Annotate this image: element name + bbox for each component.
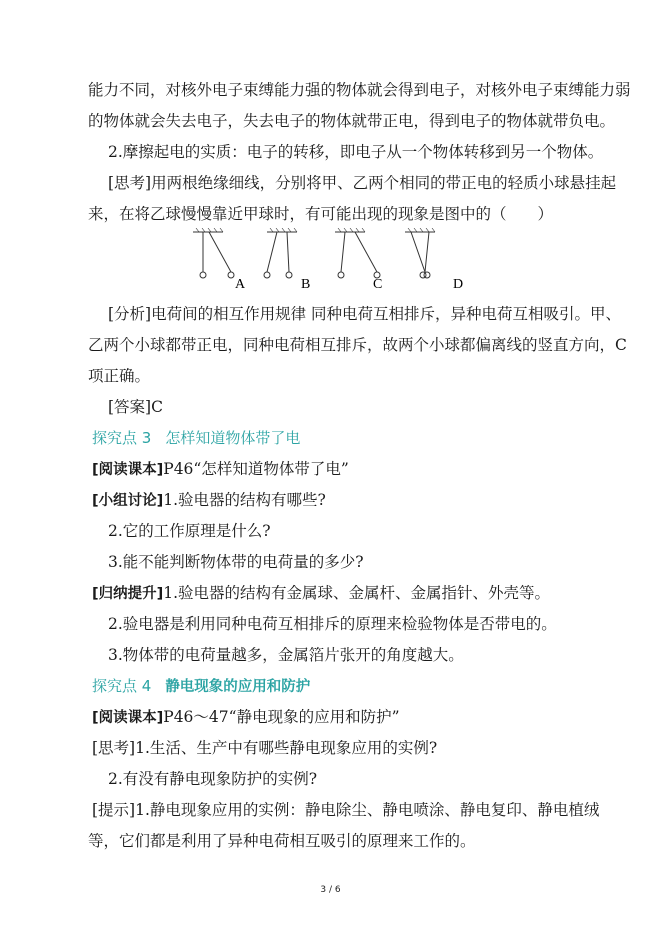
reading-text: P46“怎样知道物体带了电” (163, 460, 349, 478)
discuss-q3: 3.能不能判断物体带的电荷量的多少? (108, 553, 364, 571)
reading-text: P46～47“静电现象的应用和防护” (163, 708, 400, 726)
discuss-q2: 2.它的工作原理是什么? (108, 522, 271, 540)
summary-a3: 3.物体带的电荷量越多，金属箔片张开的角度越大。 (108, 646, 464, 664)
text-line: 能力不同，对核外电子束缚能力强的物体就会得到电子，对核外电子束缚能力弱 (88, 81, 631, 99)
reading-tag: [阅读课本] (92, 710, 164, 726)
section-number: 探究点 4 (92, 677, 152, 695)
text-line: 2.摩擦起电的实质：电子的转移，即电子从一个物体转移到另一个物体。 (108, 143, 604, 161)
page-number: 3 / 6 (320, 885, 341, 895)
summary-line (92, 583, 550, 604)
text-line: 项正确。 (88, 367, 151, 385)
option-label-c: C (373, 277, 383, 292)
section-heading-4 (92, 676, 310, 697)
hint-line: [提示]1.静电现象应用的实例：静电除尘、静电喷涂、静电复印、静电植绒 (92, 801, 600, 819)
text-line: 来，在将乙球慢慢靠近甲球时，有可能出现的现象是图中的（ ） (88, 205, 554, 223)
section-title: 静电现象的应用和防护 (165, 679, 311, 695)
think-q1: [思考]1.生活、生产中有哪些静电现象应用的实例? (92, 739, 438, 757)
answer-line: [答案]C (108, 398, 163, 416)
discuss-line (92, 490, 326, 511)
reading-line (92, 707, 400, 728)
think-q2: 2.有没有静电现象防护的实例? (108, 770, 318, 788)
section-number: 探究点 3 (92, 429, 152, 447)
pendulum-figure (193, 228, 483, 294)
hint-line-cont: 等，它们都是利用了异种电荷相互吸引的原理来工作的。 (88, 832, 476, 850)
discuss-q1: 1.验电器的结构有哪些? (163, 491, 326, 509)
summary-a1: 1.验电器的结构有金属球、金属杆、金属指针、外壳等。 (163, 584, 551, 602)
text-line: 的物体就会失去电子，失去电子的物体就带正电，得到电子的物体就带负电。 (88, 112, 616, 130)
discuss-tag: [小组讨论] (92, 493, 164, 509)
summary-tag: [归纳提升] (92, 586, 164, 602)
summary-a2: 2.验电器是利用同种电荷互相排斥的原理来检验物体是否带电的。 (108, 615, 557, 633)
analysis-line: [分析]电荷间的相互作用规律 同种电荷互相排斥，异种电荷互相吸引。甲、 (108, 305, 622, 323)
text-line: 乙两个小球都带正电，同种电荷相互排斥，故两个小球都偏离线的竖直方向，C (88, 336, 627, 354)
option-label-a: A (235, 277, 246, 292)
think-question: [思考]用两根绝缘细线，分别将甲、乙两个相同的带正电的轻质小球悬挂起 (108, 174, 617, 192)
option-label-b: B (301, 277, 311, 292)
option-label-d: D (453, 277, 464, 292)
section-heading-3 (92, 428, 300, 448)
reading-line (92, 459, 349, 480)
section-title: 怎样知道物体带了电 (165, 429, 301, 447)
reading-tag: [阅读课本] (92, 462, 164, 478)
